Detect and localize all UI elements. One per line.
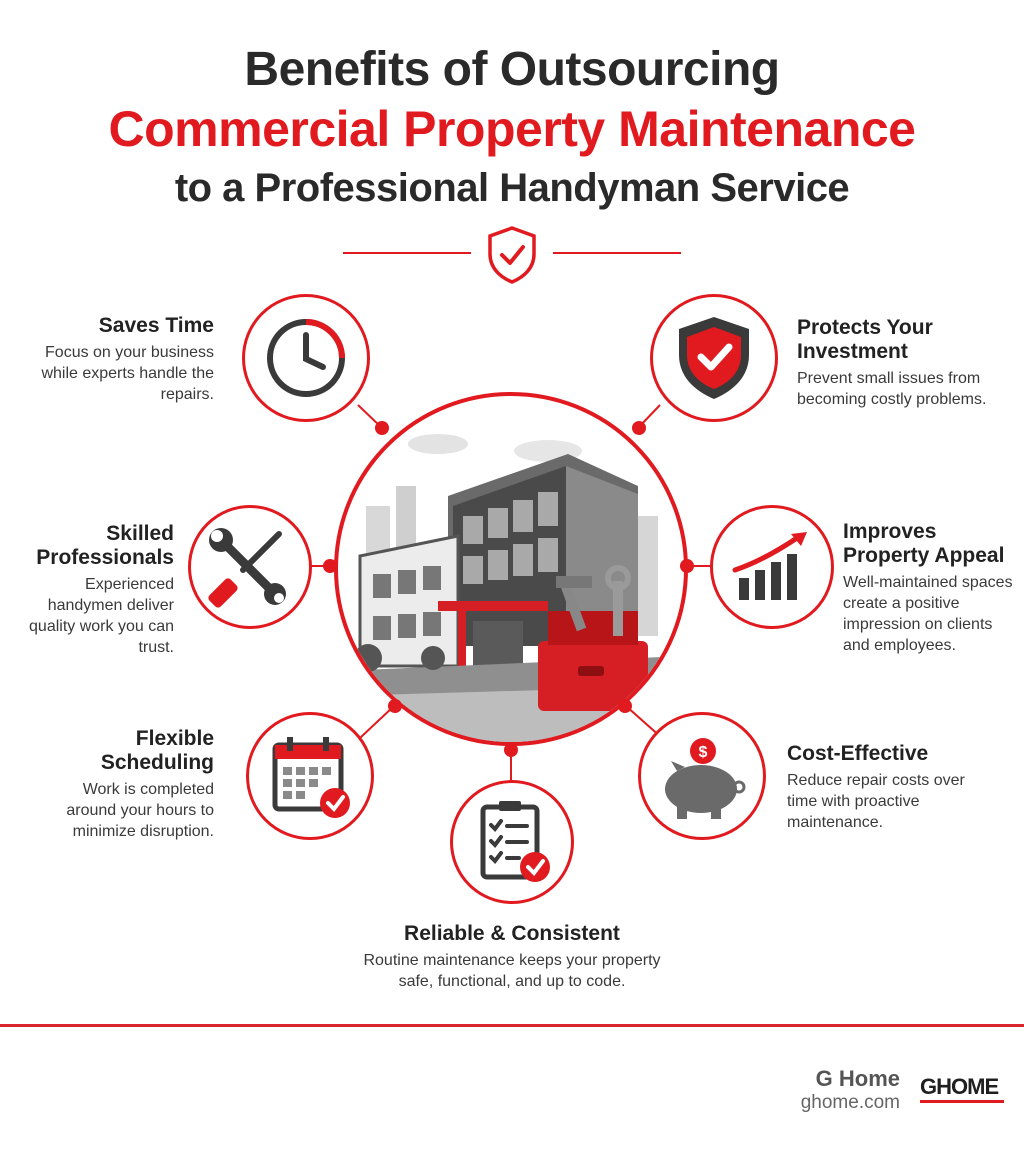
title-line-2: Commercial Property Maintenance — [108, 101, 916, 157]
benefit-heading: Improves Property Appeal — [843, 520, 1005, 567]
svg-text:$: $ — [698, 744, 708, 761]
connector-dot — [504, 743, 518, 757]
connector-dot — [680, 559, 694, 573]
title-line-1: Benefits of Outsourcing — [244, 43, 780, 96]
connector-dot — [323, 559, 337, 573]
growth-chart-icon — [713, 508, 831, 626]
benefit-protects-investment — [797, 316, 997, 410]
calendar-check-icon — [249, 715, 371, 837]
benefit-saves-time — [40, 314, 214, 405]
footer-divider — [0, 1024, 1024, 1027]
skilled-professionals-icon-circle — [188, 505, 312, 629]
shield-check-icon — [653, 297, 775, 419]
reliable-consistent-icon-circle — [450, 780, 574, 904]
cost-effective-icon-circle — [638, 712, 766, 840]
checklist-icon — [453, 783, 571, 901]
benefit-reliable-consistent — [350, 922, 674, 992]
ghome-logo — [920, 1074, 1004, 1108]
benefit-text: Routine maintenance keeps your property safe, functional, and up to code. — [363, 952, 661, 990]
clock-icon — [245, 297, 367, 419]
property-appeal-icon-circle — [710, 505, 834, 629]
building-toolbox-illustration — [338, 396, 684, 742]
benefit-text: Experienced handymen deliver quality work you can trust. — [29, 576, 174, 656]
wrench-screwdriver-icon — [191, 508, 309, 626]
benefit-property-appeal — [843, 520, 1021, 656]
brand-url[interactable]: ghome.com — [800, 1092, 900, 1113]
benefit-text: Prevent small issues from becoming costly problems. — [797, 370, 987, 408]
connector-dot — [375, 421, 389, 435]
benefit-cost-effective — [787, 742, 987, 833]
benefit-text: Focus on your business while experts handle the repairs. — [41, 344, 214, 403]
flexible-scheduling-icon-circle — [246, 712, 374, 840]
benefit-heading: Skilled Professionals — [36, 522, 174, 569]
benefit-flexible-scheduling — [40, 727, 214, 842]
central-building-circle — [334, 392, 688, 746]
benefit-heading: Saves Time — [98, 314, 214, 337]
benefit-text: Well-maintained spaces create a positive impression on clients and employees. — [843, 574, 1013, 654]
benefit-heading: Flexible Scheduling — [100, 727, 214, 774]
connector-dot — [388, 699, 402, 713]
benefit-text: Work is completed around your hours to minimize disruption. — [66, 781, 214, 840]
saves-time-icon-circle — [242, 294, 370, 422]
connector-dot — [618, 699, 632, 713]
benefit-heading: Protects Your Investment — [797, 316, 933, 363]
benefit-heading: Reliable & Consistent — [404, 922, 620, 945]
benefit-heading: Cost-Effective — [787, 742, 929, 765]
title-line-3: to a Professional Handyman Service — [174, 166, 850, 210]
brand-name: G Home — [815, 1066, 900, 1091]
logo-text: GHOME — [920, 1074, 1004, 1103]
benefit-text: Reduce repair costs over time with proactive maintenance. — [787, 772, 965, 831]
connector-dot — [632, 421, 646, 435]
piggy-bank-icon — [641, 715, 763, 837]
protects-investment-icon-circle — [650, 294, 778, 422]
benefit-skilled-professionals — [10, 522, 174, 658]
